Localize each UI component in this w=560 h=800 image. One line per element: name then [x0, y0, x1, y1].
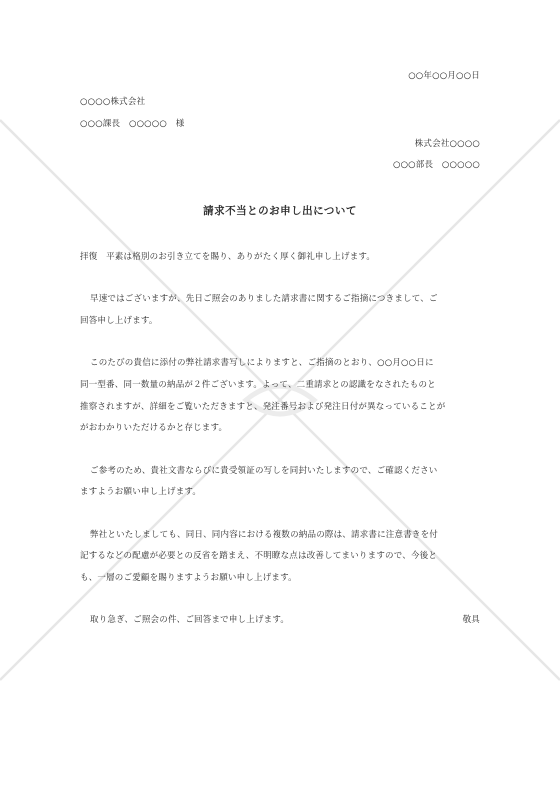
sender-person: ○○○部長 ○○○○○: [392, 160, 480, 170]
paragraph-4-line-1: 弊社といたしましても、同日、同内容における複数の納品の際は、請求書に注意書きを付: [90, 530, 439, 540]
closing-sentence: 取り急ぎ、ご照会の件、ご回答まで申し上げます。: [90, 615, 290, 625]
opening-greeting: 拝復 平素は格別のお引き立てを賜り、ありがたく厚く御礼申し上げます。: [80, 252, 376, 262]
paragraph-3-line-2: ますようお願い申し上げます。: [80, 487, 202, 497]
paragraph-2-line-1: このたびの貴信に添付の弊社請求書写しによりますと、ご指摘のとおり、○○月○○日に: [90, 358, 434, 368]
document-title: 請求不当とのお申し出について: [203, 205, 357, 217]
paragraph-2-line-2: 同一型番、同一数量の納品が２件ございます。よって、二重請求との認識をなされたものと: [80, 380, 436, 390]
paragraph-3-line-1: ご参考のため、貴社文書ならびに貴受領証の写しを同封いたしますので、ご確認ください: [90, 466, 438, 476]
sender-company: 株式会社○○○○: [414, 139, 480, 149]
paragraph-4-line-3: も、一層のご愛顧を賜りますようお願い申し上げます。: [80, 573, 297, 583]
paragraph-2-line-3: 推察されますが、詳細をご覧いただきますと、発注番号および発注日付が異なっていることが: [80, 402, 446, 412]
recipient-company: ○○○○株式会社: [80, 97, 146, 107]
paragraph-4-line-2: 記するなどの配慮が必要との反省を踏まえ、不明瞭な点は改善してまいりますので、今後と: [80, 551, 438, 561]
closing-word: 敬具: [462, 615, 480, 625]
paragraph-1-line-2: 回答申し上げます。: [80, 316, 158, 326]
date: ○○年○○月○○日: [408, 71, 480, 81]
paragraph-2-line-4: がおわかりいただけるかと存じます。: [80, 423, 228, 433]
recipient-person: ○○○課長 ○○○○○ 様: [80, 119, 185, 129]
paragraph-1-line-1: 早速ではございますが、先日ご照会のありました請求書に関するご指摘につきまして、ご: [90, 294, 438, 304]
